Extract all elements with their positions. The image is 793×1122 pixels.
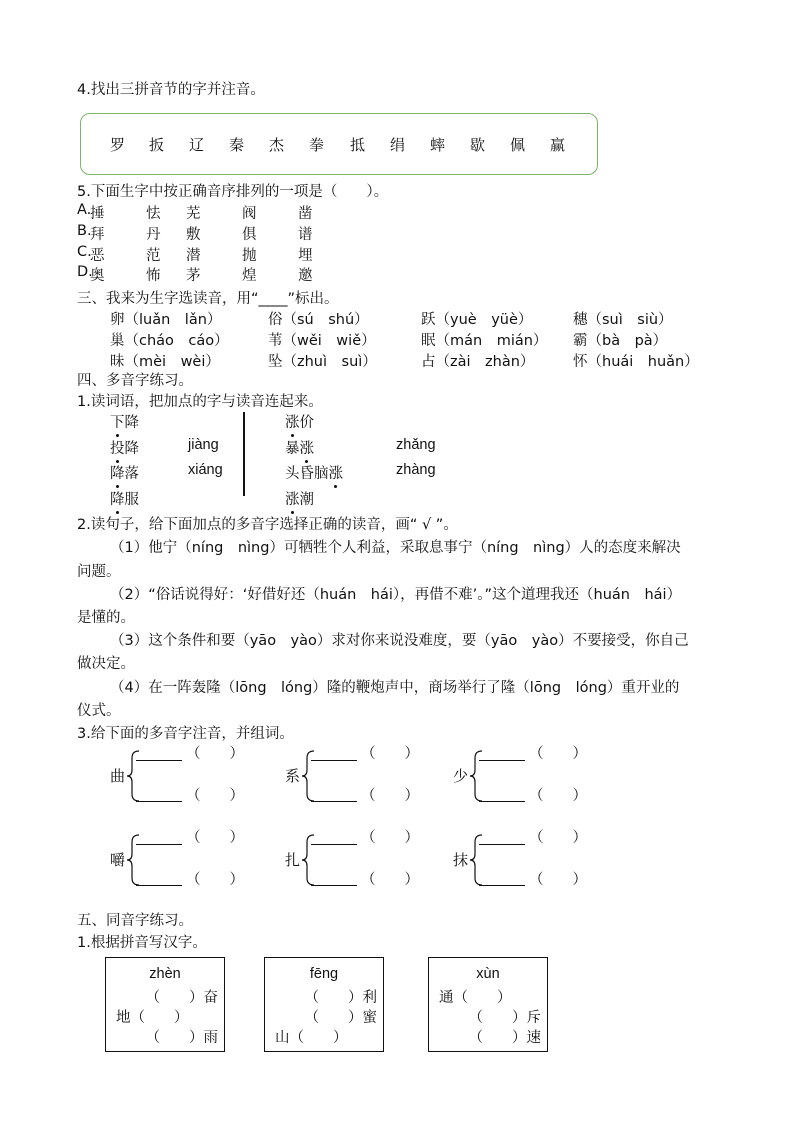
homophone-box <box>428 957 548 1052</box>
reading-zhang3: zhǎng <box>396 437 436 453</box>
q4-char: 歇 <box>470 136 486 154</box>
match-word-left <box>110 437 139 458</box>
q4-char: 拳 <box>309 136 325 154</box>
reading-xiang: xiáng <box>188 462 223 478</box>
answer-line-top <box>479 844 525 845</box>
homophone-row: 通（ ） <box>439 990 512 1006</box>
q5-option-char: 芜 <box>186 206 201 222</box>
s3-item: 俗（sú shú） <box>268 312 369 328</box>
pinyin-paren-bottom: （ ） <box>186 788 244 804</box>
match-word-left-post: 服 <box>124 492 139 508</box>
match-word-left-dotted-char: 投 <box>110 437 125 458</box>
brace-icon <box>469 750 483 802</box>
answer-line-top <box>479 760 525 761</box>
pinyin-paren-top: （ ） <box>186 746 244 762</box>
answer-line-top <box>311 760 357 761</box>
q5-option-label: C. <box>77 244 92 260</box>
q5-option-label: B. <box>77 223 92 239</box>
homophone-row: （ ）奋 <box>145 990 218 1006</box>
s5-title: 五、同音字练习。 <box>77 913 193 929</box>
s3-item: 占（zài zhàn） <box>421 354 535 370</box>
pinyin-paren-bottom: （ ） <box>361 872 419 888</box>
pinyin-paren-bottom: （ ） <box>186 872 244 888</box>
homophone-pinyin: fēng <box>309 966 339 982</box>
brace-icon <box>469 834 483 886</box>
q5-option-char: 奥 <box>90 268 105 284</box>
answer-line-bottom <box>479 801 525 802</box>
q5-option-char: 捶 <box>90 206 105 222</box>
s4-title: 四、多音字练习。 <box>77 373 193 389</box>
answer-line-top <box>136 844 182 845</box>
pinyin-paren-bottom: （ ） <box>529 872 587 888</box>
q5-option-char: 埋 <box>298 248 313 264</box>
q5-option-label: A. <box>77 202 92 218</box>
homophone-row: （ ）斥 <box>468 1010 541 1026</box>
s3-item: 巢（cháo cáo） <box>110 333 229 349</box>
sentence-3b: 做决定。 <box>77 656 135 672</box>
q5-option-char: 煌 <box>242 268 257 284</box>
q5-option-char: 拜 <box>90 227 105 243</box>
match-word-left-dotted-char: 降 <box>110 488 125 509</box>
match-word-right-post: 潮 <box>299 492 314 508</box>
answer-line-bottom <box>311 801 357 802</box>
sentence-2b: 是懂的。 <box>77 610 135 626</box>
homophone-pinyin: zhèn <box>149 966 181 982</box>
match-word-right <box>285 411 314 432</box>
match-word-left-post: 落 <box>124 466 139 482</box>
s4-q1-title: 1.读词语，把加点的字与读音连起来。 <box>77 394 323 410</box>
q4-char-box <box>80 113 598 175</box>
pinyin-paren-top: （ ） <box>186 830 244 846</box>
answer-line-bottom <box>311 885 357 886</box>
polyphone-char: 少 <box>453 767 469 785</box>
homophone-pinyin: xùn <box>476 966 500 982</box>
answer-line-top <box>311 844 357 845</box>
s3-item: 苇（wěi wiě） <box>268 333 376 349</box>
q4-char: 赢 <box>550 136 566 154</box>
match-word-left <box>110 462 139 483</box>
polyphone-char: 系 <box>285 767 301 785</box>
answer-line-top <box>136 760 182 761</box>
reading-zhang4: zhàng <box>396 462 436 478</box>
s3-title: 三、我来为生字选读音，用“____”标出。 <box>77 291 339 307</box>
s3-item: 穗（suì siù） <box>573 312 673 328</box>
s5-q1-title: 1.根据拼音写汉字。 <box>77 935 207 951</box>
polyphone-char: 抹 <box>453 851 469 869</box>
match-word-right-dotted-char: 涨 <box>285 488 300 509</box>
q4-char: 佩 <box>510 136 526 154</box>
brace-icon <box>301 834 315 886</box>
q4-char: 绢 <box>390 136 406 154</box>
answer-line-bottom <box>136 801 182 802</box>
q5-option-char: 邀 <box>298 268 313 284</box>
q5-title: 5.下面生字中按正确音序排列的一项是（ ）。 <box>77 184 389 200</box>
q5-option-char: 怯 <box>146 206 161 222</box>
homophone-row: （ ）蜜 <box>304 1010 377 1026</box>
s4-q2-title: 2.读句子，给下面加点的多音字选择正确的读音，画“ √ ”。 <box>77 517 458 533</box>
sentence-3a: （3）这个条件和要（yāo yào）求对你来说没难度，要（yāo yào）不要接受，你自己 <box>110 633 689 649</box>
s3-item: 眠（mán mián） <box>421 333 548 349</box>
s3-item: 坠（zhuì suì） <box>268 354 377 370</box>
pinyin-paren-top: （ ） <box>529 746 587 762</box>
sentence-4b: 仪式。 <box>77 703 121 719</box>
brace-icon <box>126 834 140 886</box>
homophone-row: （ ）利 <box>304 990 377 1006</box>
homophone-row: 地（ ） <box>116 1010 189 1026</box>
match-word-left-post: 降 <box>124 415 139 431</box>
brace-icon <box>126 750 140 802</box>
s3-item: 昧（mèi wèi） <box>110 354 220 370</box>
q5-option-char: 恶 <box>90 248 105 264</box>
pinyin-paren-bottom: （ ） <box>529 788 587 804</box>
q4-char: 抵 <box>350 136 366 154</box>
answer-line-bottom <box>479 885 525 886</box>
q5-option-char: 俱 <box>242 227 257 243</box>
match-word-left <box>110 488 139 509</box>
reading-jiang: jiàng <box>188 437 219 453</box>
match-word-right-pre: 暴 <box>285 441 300 457</box>
q5-option-char: 谱 <box>298 227 313 243</box>
q5-option-char: 茅 <box>186 268 201 284</box>
match-word-left <box>110 411 139 432</box>
homophone-box <box>105 957 225 1052</box>
q5-option-char: 丹 <box>146 227 161 243</box>
q5-option-char: 敷 <box>186 227 201 243</box>
polyphone-char: 扎 <box>285 851 301 869</box>
answer-line-bottom <box>136 885 182 886</box>
pinyin-paren-top: （ ） <box>361 746 419 762</box>
s3-item: 跃（yuè yüè） <box>421 312 533 328</box>
q4-char: 扳 <box>149 136 165 154</box>
q5-option-char: 怖 <box>146 268 161 284</box>
sentence-1a: （1）他宁（níng nìng）可牺牲个人利益，采取息事宁（níng nìng）人的态度来解决 <box>110 540 681 556</box>
pinyin-paren-top: （ ） <box>361 830 419 846</box>
pinyin-paren-bottom: （ ） <box>361 788 419 804</box>
q5-option-char: 潜 <box>186 248 201 264</box>
match-word-right-pre: 头昏脑 <box>285 466 329 482</box>
s3-item: 怀（huái huǎn） <box>573 354 699 370</box>
q5-option-label: D. <box>77 264 93 280</box>
sentence-2a: （2）“俗话说得好：‘好借好还（huán hái），再借不难’。”这个道理我还（huán hái） <box>110 587 682 603</box>
s3-item: 卵（luǎn lǎn） <box>110 312 222 328</box>
match-divider <box>243 412 245 496</box>
q5-option-char: 范 <box>146 248 161 264</box>
match-word-left-post: 降 <box>124 441 139 457</box>
match-word-left-dotted-char: 下 <box>110 411 125 432</box>
match-word-right <box>285 462 343 483</box>
q5-option-char: 凿 <box>298 206 313 222</box>
match-word-right-post: 价 <box>299 415 314 431</box>
sentence-1b: 问题。 <box>77 564 121 580</box>
match-word-right <box>285 437 314 458</box>
q4-title: 4.找出三拼音节的字并注音。 <box>77 82 265 98</box>
homophone-row: 山（ ） <box>275 1030 348 1046</box>
pinyin-paren-top: （ ） <box>529 830 587 846</box>
q4-char: 蟀 <box>430 136 446 154</box>
match-word-right-dotted-char: 涨 <box>300 437 315 458</box>
sentence-4a: （4）在一阵轰隆（lōng lóng）隆的鞭炮声中，商场举行了隆（lōng lóng）重开业的 <box>110 680 680 696</box>
homophone-row: （ ）雨 <box>145 1030 218 1046</box>
match-word-right-dotted-char: 涨 <box>285 411 300 432</box>
q5-option-char: 阀 <box>242 206 257 222</box>
q4-char: 秦 <box>229 136 245 154</box>
q4-char: 杰 <box>269 136 285 154</box>
homophone-row: （ ）速 <box>468 1030 541 1046</box>
match-word-right <box>285 488 314 509</box>
q4-char: 罗 <box>110 136 126 154</box>
q5-option-char: 抛 <box>242 248 257 264</box>
polyphone-char: 曲 <box>110 767 126 785</box>
homophone-box <box>264 957 384 1052</box>
s3-item: 霸（bà pà） <box>573 333 668 349</box>
q4-char: 辽 <box>189 136 205 154</box>
match-word-left-dotted-char: 降 <box>110 462 125 483</box>
brace-icon <box>301 750 315 802</box>
polyphone-char: 嚼 <box>110 851 126 869</box>
s4-q3-title: 3.给下面的多音字注音，并组词。 <box>77 726 294 742</box>
match-word-right-dotted-char: 涨 <box>329 462 344 483</box>
